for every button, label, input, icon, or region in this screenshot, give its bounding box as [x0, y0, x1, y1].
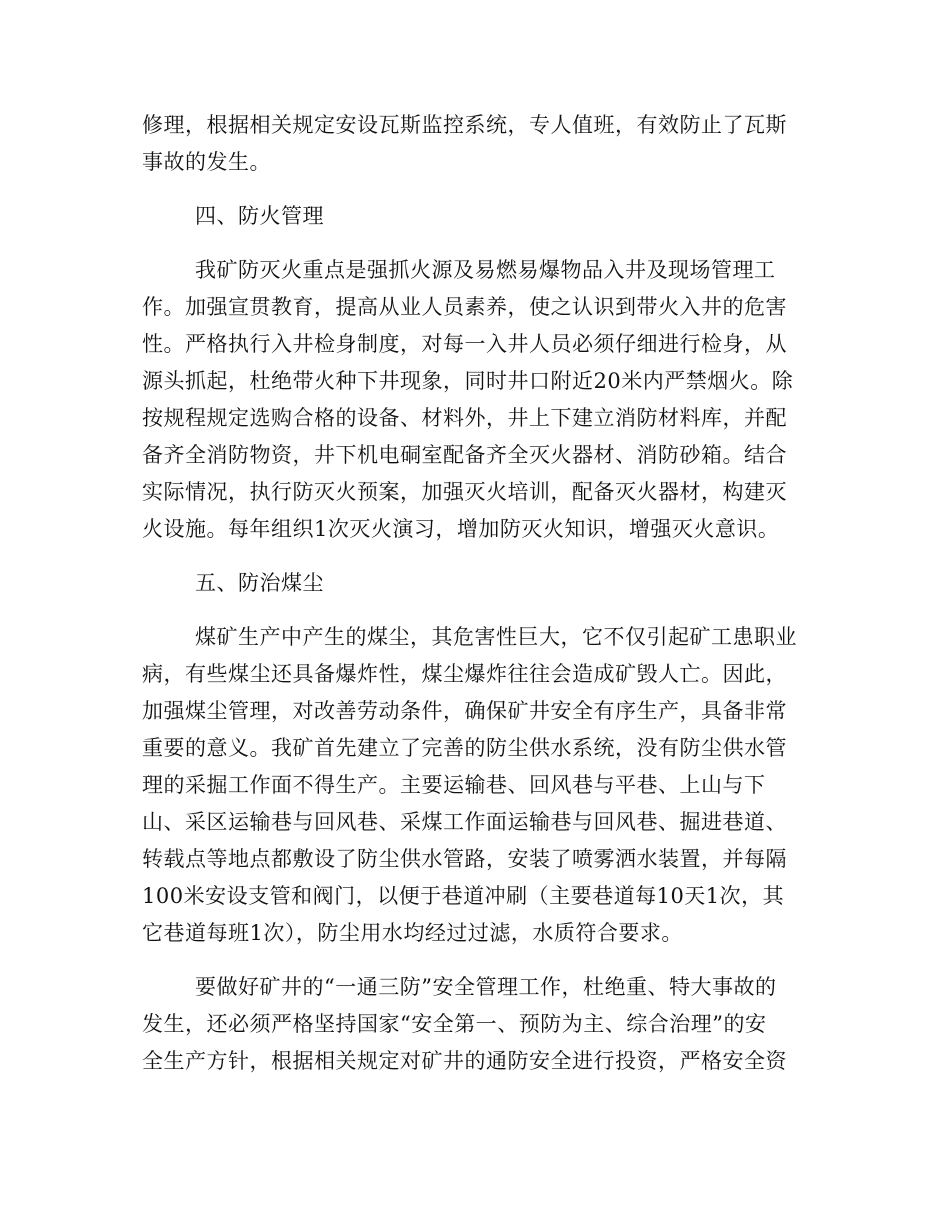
- paragraph-line: 性。严格执行入井检身制度，对每一入井人员必须仔细进行检身，从: [142, 332, 787, 356]
- paragraph-line: 修理，根据相关规定安设瓦斯监控系统，专人值班，有效防止了瓦斯: [142, 113, 787, 137]
- paragraph-line: 要做好矿井的“一通三防”安全管理工作，杜绝重、特大事故的: [195, 975, 777, 999]
- paragraph-line: 加强煤尘管理，对改善劳动条件，确保矿井安全有序生产，具备非常: [142, 699, 787, 723]
- paragraph-line: 发生，还必须严格坚持国家“安全第一、预防为主、综合治理”的安: [142, 1012, 767, 1036]
- paragraph-line: 全生产方针，根据相关规定对矿井的通防安全进行投资，严格安全资: [142, 1049, 787, 1073]
- paragraph-line: 源头抓起，杜绝带火种下井现象，同时井口附近20米内严禁烟火。除: [142, 369, 794, 393]
- paragraph-line: 理的采掘工作面不得生产。主要运输巷、回风巷与平巷、上山与下: [142, 773, 766, 797]
- paragraph-line: 我矿防灭火重点是强抓火源及易燃易爆物品入井及现场管理工: [195, 258, 776, 282]
- paragraph-line: 病，有些煤尘还具备爆炸性，煤尘爆炸往往会造成矿毁人亡。因此，: [142, 662, 787, 686]
- paragraph-line: 煤矿生产中产生的煤尘，其危害性巨大，它不仅引起矿工患职业: [195, 625, 797, 649]
- paragraph-line: 转载点等地点都敷设了防尘供水管路，安装了喷雾洒水装置，并每隔: [142, 847, 787, 871]
- paragraph-line: 备齐全消防物资，井下机电硐室配备齐全灭火器材、消防砂箱。结合: [142, 443, 787, 467]
- paragraph-line: 事故的发生。: [142, 150, 271, 174]
- section-heading: 四、防火管理: [195, 204, 324, 228]
- paragraph-line: 山、采区运输巷与回风巷、采煤工作面运输巷与回风巷、掘进巷道、: [142, 810, 787, 834]
- paragraph-line: 按规程规定选购合格的设备、材料外，井上下建立消防材料库，并配: [142, 406, 787, 430]
- paragraph-line: 重要的意义。我矿首先建立了完善的防尘供水系统，没有防尘供水管: [142, 736, 787, 760]
- paragraph-line: 100米安设支管和阀门，以便于巷道冲刷（主要巷道每10天1次，其: [142, 884, 785, 908]
- section-heading: 五、防治煤尘: [195, 571, 324, 595]
- paragraph-line: 火设施。每年组织1次灭火演习，增加防灭火知识，增强灭火意识。: [142, 517, 780, 541]
- paragraph-line: 作。加强宣贯教育，提高从业人员素养，使之认识到带火入井的危害: [142, 295, 787, 319]
- paragraph-line: 它巷道每班1次），防尘用水均经过过滤，水质符合要求。: [142, 921, 683, 945]
- paragraph-line: 实际情况，执行防灭火预案，加强灭火培训，配备灭火器材，构建灭: [142, 480, 787, 504]
